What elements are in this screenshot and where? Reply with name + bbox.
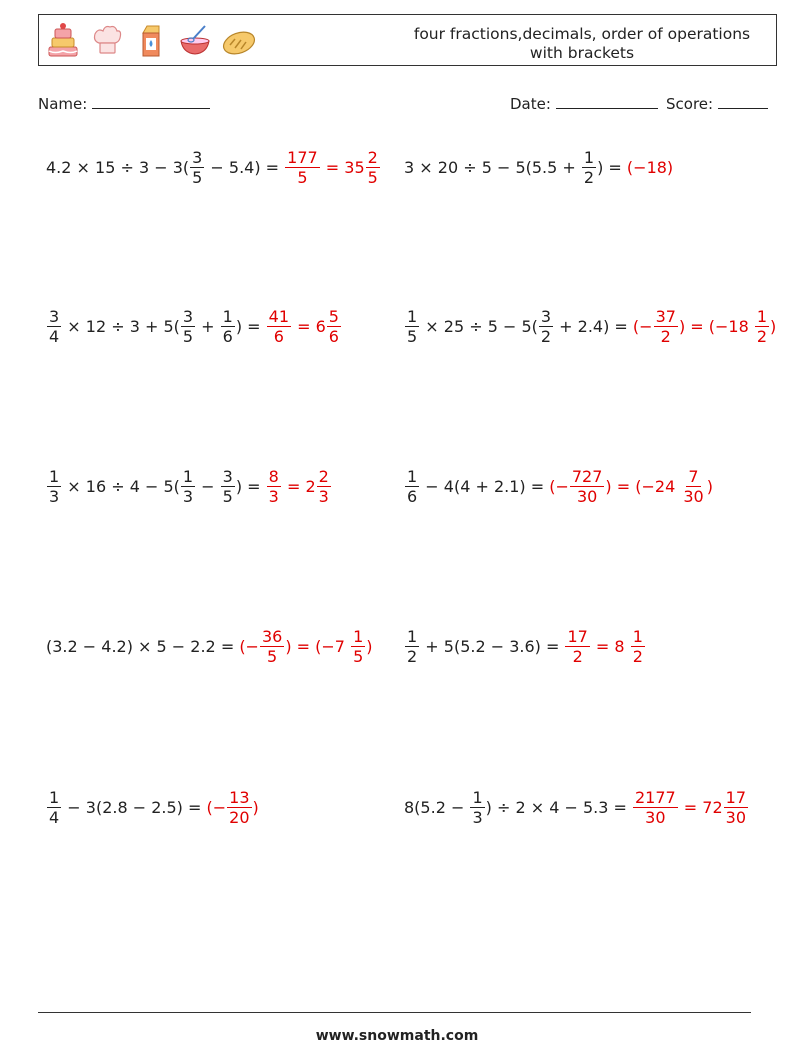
fraction (47, 467, 61, 506)
expr-text: ) = (−7 (285, 637, 351, 656)
numerator: 1 (472, 788, 483, 807)
footer-url[interactable]: www.snowmath.com (315, 1028, 479, 1044)
chef-hat-icon (89, 21, 125, 59)
denominator: 2 (572, 647, 583, 666)
fraction (570, 467, 605, 506)
expr-text: 4.2 × 15 ÷ 3 − 3( (46, 158, 190, 177)
expr-text: ) (706, 477, 713, 496)
denominator: 4 (49, 327, 60, 346)
denominator: 2 (540, 327, 552, 346)
expr-text: − 4(4 + 2.1) = (420, 477, 550, 496)
problem-4 (404, 307, 776, 346)
denominator: 30 (645, 808, 666, 827)
numerator: 13 (229, 788, 250, 807)
expr-text: × 12 ÷ 3 + 5( (62, 317, 180, 336)
worksheet-title (402, 25, 762, 63)
name-field (38, 94, 210, 113)
numerator: 36 (261, 627, 283, 646)
numerator: 7 (688, 467, 699, 486)
numerator: 2 (318, 467, 329, 486)
numerator: 1 (632, 627, 643, 646)
problem-7 (46, 627, 373, 666)
worksheet-header (38, 14, 777, 66)
problem-1 (46, 148, 381, 187)
answer (266, 467, 332, 506)
fraction (317, 467, 331, 506)
mixing-bowl-icon (177, 21, 213, 59)
denominator: 5 (267, 647, 278, 666)
icon-row (45, 21, 257, 59)
expr-text: ) (252, 798, 259, 817)
numerator: 1 (407, 627, 418, 646)
numerator: 1 (583, 148, 595, 167)
numerator: 3 (182, 307, 194, 326)
score-label: Score: (666, 95, 714, 113)
expr-text: + 5(5.2 − 3.6) = (420, 637, 565, 656)
expr-text: (3.2 − 4.2) × 5 − 2.2 = (46, 637, 240, 656)
expr-text: × 25 ÷ 5 − 5( (420, 317, 538, 336)
footer-divider (38, 1012, 751, 1013)
fraction (267, 467, 281, 506)
expr-text: − (196, 477, 220, 496)
fraction (633, 788, 678, 827)
expr-text: ) = (235, 317, 266, 336)
numerator: 177 (287, 148, 318, 167)
title-line-2: with brackets (529, 44, 635, 62)
numerator: 1 (407, 467, 418, 486)
expr-text: − 3(2.8 − 2.5) = (62, 798, 207, 817)
denominator: 3 (268, 487, 279, 506)
expr-text: (− (632, 317, 653, 336)
expr-text: = 2 (281, 477, 316, 496)
numerator: 1 (222, 307, 233, 326)
numerator: 2 (367, 148, 378, 167)
denominator: 2 (756, 327, 768, 346)
title-line-1: four fractions,decimals, order of operations (413, 25, 751, 43)
fraction (260, 627, 284, 666)
fraction (405, 467, 419, 506)
numerator: 17 (567, 627, 588, 646)
fraction (631, 627, 645, 666)
fraction (221, 467, 235, 506)
numerator: 17 (725, 788, 747, 807)
date-line[interactable] (556, 94, 658, 109)
denominator: 2 (407, 647, 418, 666)
milk-carton-icon (133, 21, 169, 59)
denominator: 5 (353, 647, 364, 666)
expr-text: ) = (235, 477, 266, 496)
problem-2 (404, 148, 673, 187)
expr-text: (− (206, 798, 227, 817)
denominator: 2 (583, 168, 595, 187)
expr-text: (− (549, 477, 569, 496)
expr-text: + (196, 317, 220, 336)
numerator: 5 (328, 307, 339, 326)
numerator: 3 (540, 307, 552, 326)
fraction (267, 307, 291, 346)
expr-text: = 35 (320, 158, 365, 177)
denominator: 30 (576, 487, 598, 506)
expr-text: = 8 (590, 637, 630, 656)
denominator: 2 (660, 327, 671, 346)
fraction (47, 307, 61, 346)
numerator: 3 (222, 467, 233, 486)
answer (266, 307, 342, 346)
answer (627, 158, 673, 177)
expr-text: (− (239, 637, 259, 656)
denominator: 5 (182, 327, 194, 346)
expr-text: ) ÷ 2 × 4 − 5.3 = (485, 798, 632, 817)
numerator: 1 (49, 467, 60, 486)
denominator: 30 (725, 808, 747, 827)
score-field (666, 94, 768, 113)
numerator: 1 (182, 467, 194, 486)
date-field (510, 94, 658, 113)
denominator: 6 (273, 327, 284, 346)
expr-text: + 2.4) = (554, 317, 633, 336)
fraction (285, 148, 320, 187)
denominator: 30 (683, 487, 704, 506)
denominator: 2 (632, 647, 643, 666)
problem-3 (46, 307, 342, 346)
fraction (366, 148, 380, 187)
expr-text: ) (770, 317, 777, 336)
denominator: 5 (222, 487, 233, 506)
problem-9 (46, 788, 259, 827)
denominator: 3 (49, 487, 60, 506)
fraction (221, 307, 235, 346)
fraction (582, 148, 596, 187)
expr-text: ) = (597, 158, 627, 177)
fraction (181, 467, 195, 506)
denominator: 5 (297, 168, 308, 187)
problem-10 (404, 788, 749, 827)
fraction (190, 148, 204, 187)
denominator: 5 (407, 327, 418, 346)
answer (549, 467, 713, 506)
fraction (755, 307, 769, 346)
expr-text: 3 × 20 ÷ 5 − 5(5.5 + (404, 158, 581, 177)
numerator: 8 (268, 467, 279, 486)
denominator: 6 (222, 327, 233, 346)
expr-text: 8(5.2 − (404, 798, 470, 817)
denominator: 3 (318, 487, 329, 506)
answer (564, 627, 645, 666)
fraction (351, 627, 365, 666)
numerator: 1 (353, 627, 364, 646)
bread-icon (221, 21, 257, 59)
expr-text: = 72 (678, 798, 723, 817)
fraction (405, 627, 419, 666)
fraction (654, 307, 678, 346)
problem-6 (404, 467, 713, 506)
fraction (565, 627, 589, 666)
cake-icon (45, 21, 81, 59)
answer (632, 788, 749, 827)
denominator: 4 (49, 808, 60, 827)
fraction (227, 788, 251, 827)
numerator: 3 (192, 148, 203, 167)
numerator: 1 (756, 307, 768, 326)
fraction (470, 788, 484, 827)
denominator: 3 (182, 487, 194, 506)
numerator: 1 (49, 788, 60, 807)
denominator: 6 (328, 327, 339, 346)
fraction (47, 788, 61, 827)
denominator: 6 (407, 487, 418, 506)
numerator: 41 (268, 307, 290, 326)
fraction (681, 467, 705, 506)
problem-8 (404, 627, 646, 666)
expr-text: ) (366, 637, 373, 656)
expr-text: × 16 ÷ 4 − 5( (62, 477, 180, 496)
numerator: 37 (655, 307, 676, 326)
answer (284, 148, 381, 187)
numerator: 1 (407, 307, 418, 326)
answer (206, 788, 258, 827)
name-label: Name: (38, 95, 88, 113)
expr-text: = 6 (292, 317, 326, 336)
name-line[interactable] (92, 94, 210, 109)
fraction (405, 307, 419, 346)
denominator: 5 (192, 168, 203, 187)
answer (633, 307, 776, 346)
answer (239, 627, 372, 666)
fraction (724, 788, 748, 827)
expr-text: − 5.4) = (205, 158, 285, 177)
numerator: 727 (571, 467, 603, 486)
score-line[interactable] (718, 94, 768, 109)
denominator: 3 (472, 808, 483, 827)
expr-text: ) = (−18 (678, 317, 754, 336)
expr-text: (−18) (626, 158, 674, 177)
fraction (539, 307, 553, 346)
denominator: 5 (367, 168, 378, 187)
date-label: Date: (510, 95, 551, 113)
fraction (181, 307, 195, 346)
expr-text: ) = (−24 (605, 477, 681, 496)
problem-5 (46, 467, 332, 506)
denominator: 20 (229, 808, 250, 827)
numerator: 3 (49, 307, 60, 326)
fraction (327, 307, 341, 346)
numerator: 2177 (635, 788, 676, 807)
